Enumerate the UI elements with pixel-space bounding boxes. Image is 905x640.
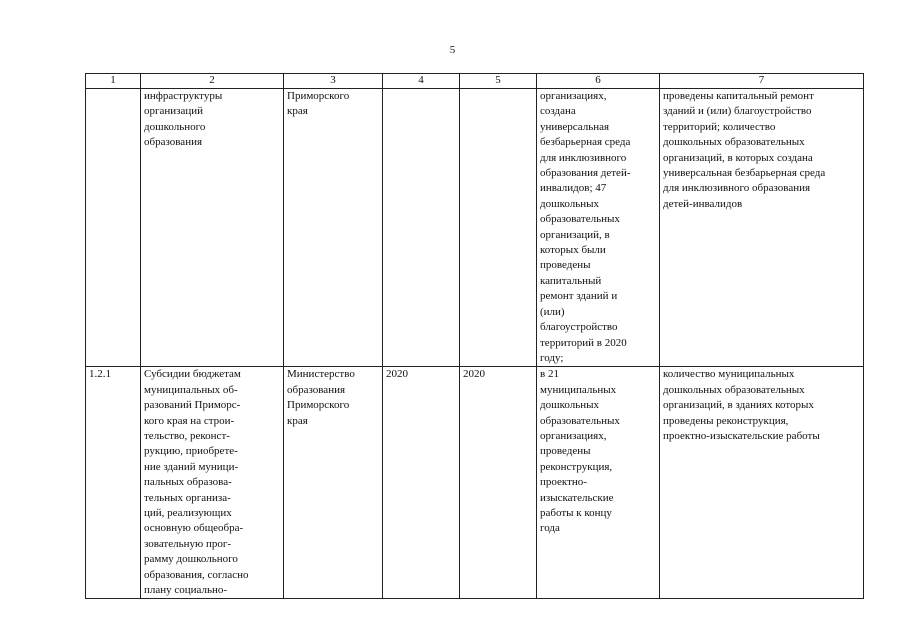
column-number-header-row bbox=[86, 74, 864, 89]
row-number-cell bbox=[86, 89, 141, 367]
column-header-3: 3 bbox=[284, 74, 383, 89]
measure-name-cell: инфраструктуры организаций дошкольного образования bbox=[141, 89, 284, 367]
table-row-continuation bbox=[86, 89, 864, 367]
measures-table bbox=[85, 73, 864, 599]
end-year-cell: 2020 bbox=[460, 367, 537, 599]
responsible-executor-cell: Приморского края bbox=[284, 89, 383, 367]
column-header-2: 2 bbox=[141, 74, 284, 89]
column-header-7: 7 bbox=[660, 74, 864, 89]
measure-name-cell: Субсидии бюджетам муниципальных об- разований Приморс- кого края на строи- тельство, реконст- рукцию, приобрете- ние зданий муници- пальных образова- тельных организа- ций, реализующих основную общеобра- зовательную прог- рамму дошкольного образования, согласно плану социально- bbox=[141, 367, 284, 599]
responsible-executor-cell: Министерство образования Приморского края bbox=[284, 367, 383, 599]
page-number: 5 bbox=[449, 44, 456, 56]
column-header-4: 4 bbox=[383, 74, 460, 89]
row-number-cell: 1.2.1 bbox=[86, 367, 141, 599]
column-header-5: 5 bbox=[460, 74, 537, 89]
start-year-cell: 2020 bbox=[383, 367, 460, 599]
indicator-link-cell: проведены капитальный ремонт зданий и (или) благоустройство территорий; количество дошкольных образовательных организаций, в которых создана универсальная безбарьерная среда для инклюзивного образования детей-инвалидов bbox=[660, 89, 864, 367]
expected-result-cell: организациях, создана универсальная безбарьерная среда для инклюзивного образования детей- инвалидов; 47 дошкольных образовательных организаций, в которых были проведены капитальный ремонт зданий и (или) благоустройство территорий в 2020 году; bbox=[537, 89, 660, 367]
table-row-1-2-1 bbox=[86, 367, 864, 599]
expected-result-cell: в 21 муниципальных дошкольных образовательных организациях, проведены реконструкция, проектно- изыскательские работы к концу года bbox=[537, 367, 660, 599]
column-header-1: 1 bbox=[86, 74, 141, 89]
end-year-cell bbox=[460, 89, 537, 367]
column-header-6: 6 bbox=[537, 74, 660, 89]
start-year-cell bbox=[383, 89, 460, 367]
indicator-link-cell: количество муниципальных дошкольных образовательных организаций, в зданиях которых проведены реконструкция, проектно-изыскательские работы bbox=[660, 367, 864, 599]
